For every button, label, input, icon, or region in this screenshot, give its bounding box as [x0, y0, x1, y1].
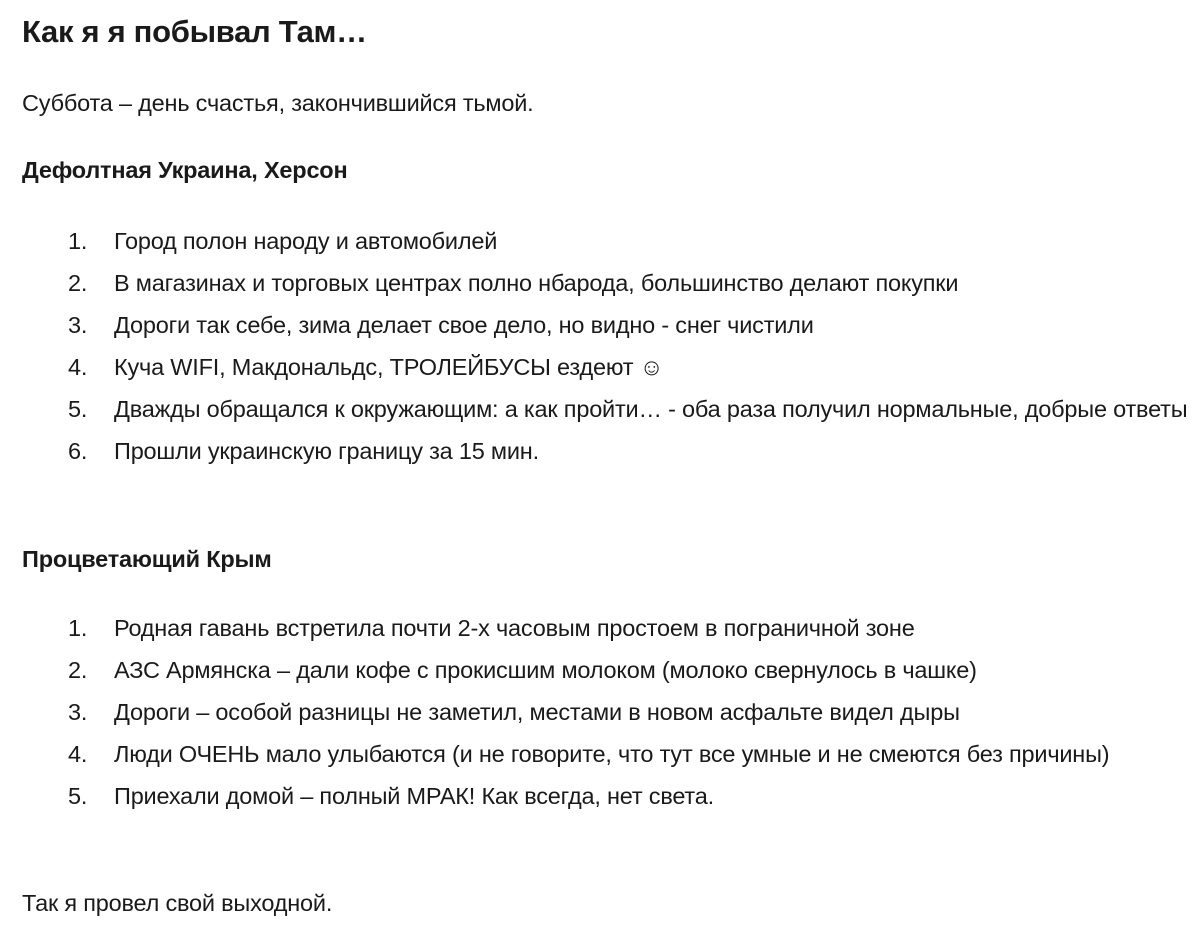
list-item-text: Прошли украинскую границу за 15 мин. — [114, 438, 539, 464]
list-item-number: 5. — [68, 396, 88, 422]
crimea-list — [22, 607, 1192, 817]
list-item — [22, 220, 1192, 262]
list-item — [22, 262, 1192, 304]
list-item — [22, 649, 1192, 691]
list-item — [22, 775, 1192, 817]
list-item-text: Дважды обращался к окружающим: а как пройти… - оба раза получил нормальные, добрые ответы — [114, 396, 1188, 422]
list-item-text: Приехали домой – полный МРАК! Как всегда, нет света. — [114, 783, 714, 809]
intro-paragraph: Суббота – день счастья, закончившийся тьмой. — [22, 90, 534, 116]
section-heading-ukraine: Дефолтная Украина, Херсон — [22, 157, 348, 183]
list-item — [22, 304, 1192, 346]
list-item-number: 3. — [68, 312, 88, 338]
list-item-text: Родная гавань встретила почти 2-х часовым простоем в пограничной зоне — [114, 615, 915, 641]
list-item — [22, 430, 1192, 472]
list-item-number: 1. — [68, 228, 88, 254]
list-item-text: Дороги так себе, зима делает свое дело, но видно - снег чистили — [114, 312, 814, 338]
list-item-number: 1. — [68, 615, 88, 641]
list-item-text: В магазинах и торговых центрах полно нбарода, большинство делают покупки — [114, 270, 959, 296]
list-item-text: АЗС Армянска – дали кофе с прокисшим молоком (молоко свернулось в чашке) — [114, 657, 977, 683]
list-item-number: 6. — [68, 438, 88, 464]
document-title: Как я я побывал Там… — [22, 14, 367, 49]
list-item-number: 2. — [68, 657, 88, 683]
list-item-text: Дороги – особой разницы не заметил, местами в новом асфальте видел дыры — [114, 699, 960, 725]
list-item — [22, 733, 1192, 775]
section-heading-crimea: Процветающий Крым — [22, 546, 272, 572]
list-item-text: Люди ОЧЕНЬ мало улыбаются (и не говорите, что тут все умные и не смеются без причины) — [114, 741, 1110, 767]
list-item — [22, 607, 1192, 649]
closing-paragraph: Так я провел свой выходной. — [22, 890, 333, 916]
ukraine-list — [22, 220, 1192, 472]
list-item-number: 3. — [68, 699, 88, 725]
list-item-number: 5. — [68, 783, 88, 809]
list-item-number: 4. — [68, 354, 88, 380]
list-item — [22, 691, 1192, 733]
list-item — [22, 346, 1192, 388]
list-item-text: Куча WIFI, Макдональдс, ТРОЛЕЙБУСЫ ездеют ☺ — [114, 354, 664, 380]
list-item-number: 4. — [68, 741, 88, 767]
list-item-text: Город полон народу и автомобилей — [114, 228, 498, 254]
list-item — [22, 388, 1192, 430]
list-item-number: 2. — [68, 270, 88, 296]
